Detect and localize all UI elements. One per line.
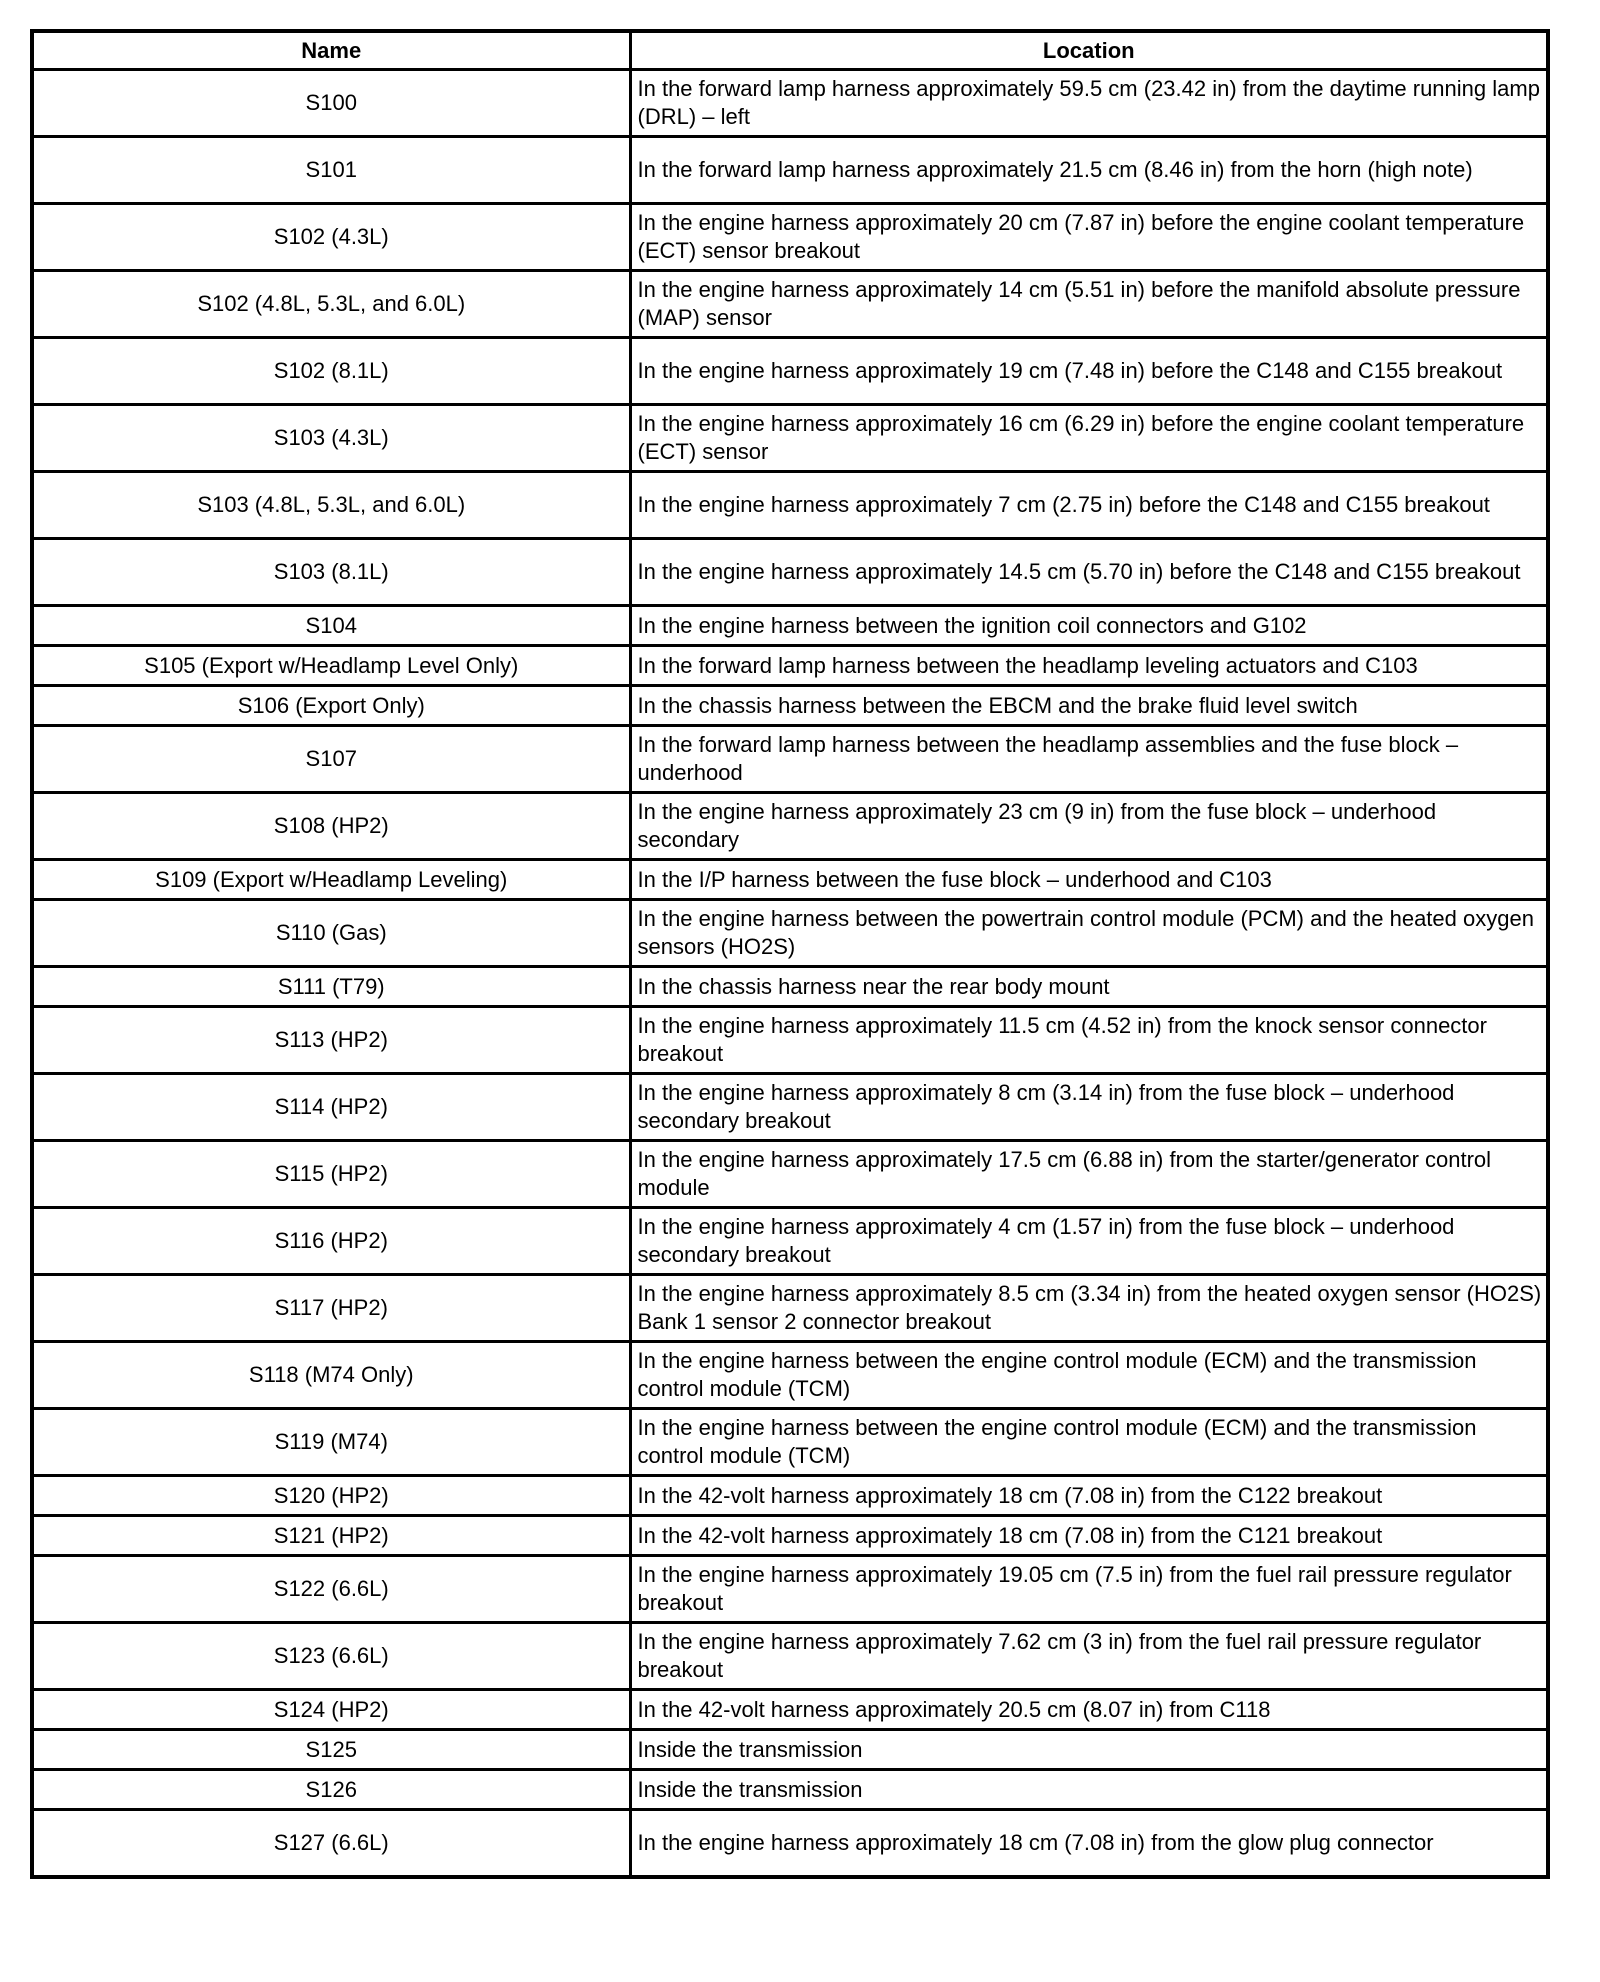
splice-name-cell: S125 [32, 1730, 630, 1770]
table-row [32, 1690, 1548, 1730]
splice-location-cell: In the engine harness approximately 23 cm (9 in) from the fuse block – underhood secondary [630, 793, 1548, 860]
splice-location-cell: Inside the transmission [630, 1770, 1548, 1810]
splice-name-cell: S119 (M74) [32, 1409, 630, 1476]
table-row [32, 1007, 1548, 1074]
table-row [32, 1623, 1548, 1690]
table-row [32, 793, 1548, 860]
table-row [32, 1516, 1548, 1556]
table-row [32, 204, 1548, 271]
splice-name-cell: S102 (4.8L, 5.3L, and 6.0L) [32, 271, 630, 338]
splice-name-cell: S127 (6.6L) [32, 1810, 630, 1878]
splice-name-cell: S110 (Gas) [32, 900, 630, 967]
splice-location-cell: In the engine harness approximately 7 cm (2.75 in) before the C148 and C155 breakout [630, 472, 1548, 539]
splice-name-cell: S103 (4.3L) [32, 405, 630, 472]
splice-location-cell: In the 42-volt harness approximately 18 cm (7.08 in) from the C122 breakout [630, 1476, 1548, 1516]
splice-location-cell: In the engine harness approximately 4 cm (1.57 in) from the fuse block – underhood secondary breakout [630, 1208, 1548, 1275]
splice-location-cell: In the 42-volt harness approximately 18 cm (7.08 in) from the C121 breakout [630, 1516, 1548, 1556]
splice-name-cell: S106 (Export Only) [32, 686, 630, 726]
table-row [32, 646, 1548, 686]
splice-name-cell: S104 [32, 606, 630, 646]
splice-name-cell: S100 [32, 70, 630, 137]
splice-name-cell: S115 (HP2) [32, 1141, 630, 1208]
splice-location-cell: In the engine harness approximately 14.5 cm (5.70 in) before the C148 and C155 breakout [630, 539, 1548, 606]
splice-location-table [30, 29, 1550, 1879]
table-row [32, 271, 1548, 338]
table-row [32, 1730, 1548, 1770]
location-column-header: Location [630, 31, 1548, 70]
splice-location-cell: In the engine harness approximately 14 cm (5.51 in) before the manifold absolute pressure (MAP) sensor [630, 271, 1548, 338]
name-column-header: Name [32, 31, 630, 70]
splice-location-cell: In the forward lamp harness between the headlamp leveling actuators and C103 [630, 646, 1548, 686]
splice-location-cell: In the chassis harness near the rear body mount [630, 967, 1548, 1007]
splice-location-cell: In the forward lamp harness between the headlamp assemblies and the fuse block – underhood [630, 726, 1548, 793]
splice-location-cell: In the engine harness approximately 20 cm (7.87 in) before the engine coolant temperature (ECT) sensor breakout [630, 204, 1548, 271]
splice-location-cell: In the engine harness approximately 7.62 cm (3 in) from the fuel rail pressure regulator breakout [630, 1623, 1548, 1690]
table-row [32, 900, 1548, 967]
table-row [32, 1074, 1548, 1141]
splice-location-cell: In the chassis harness between the EBCM and the brake fluid level switch [630, 686, 1548, 726]
splice-name-cell: S126 [32, 1770, 630, 1810]
splice-location-cell: In the forward lamp harness approximately 59.5 cm (23.42 in) from the daytime running lamp (DRL) – left [630, 70, 1548, 137]
splice-location-cell: In the engine harness between the powertrain control module (PCM) and the heated oxygen sensors (HO2S) [630, 900, 1548, 967]
splice-name-cell: S120 (HP2) [32, 1476, 630, 1516]
splice-location-cell: In the engine harness approximately 8.5 cm (3.34 in) from the heated oxygen sensor (HO2S) Bank 1 sensor 2 connector breakout [630, 1275, 1548, 1342]
splice-location-cell: In the engine harness approximately 8 cm (3.14 in) from the fuse block – underhood secondary breakout [630, 1074, 1548, 1141]
splice-location-cell: In the engine harness approximately 19 cm (7.48 in) before the C148 and C155 breakout [630, 338, 1548, 405]
splice-name-cell: S116 (HP2) [32, 1208, 630, 1275]
table-row [32, 472, 1548, 539]
splice-name-cell: S122 (6.6L) [32, 1556, 630, 1623]
splice-location-cell: In the 42-volt harness approximately 20.5 cm (8.07 in) from C118 [630, 1690, 1548, 1730]
splice-location-cell: In the I/P harness between the fuse block – underhood and C103 [630, 860, 1548, 900]
splice-location-cell: In the engine harness approximately 11.5 cm (4.52 in) from the knock sensor connector breakout [630, 1007, 1548, 1074]
table-row [32, 137, 1548, 204]
splice-name-cell: S117 (HP2) [32, 1275, 630, 1342]
table-row [32, 1409, 1548, 1476]
table-row [32, 967, 1548, 1007]
splice-location-cell: In the engine harness approximately 17.5 cm (6.88 in) from the starter/generator control module [630, 1141, 1548, 1208]
table-row [32, 405, 1548, 472]
table-row [32, 338, 1548, 405]
table-body [32, 70, 1548, 1878]
table-row [32, 1770, 1548, 1810]
table-row [32, 1476, 1548, 1516]
splice-location-cell: In the engine harness between the engine control module (ECM) and the transmission control module (TCM) [630, 1342, 1548, 1409]
splice-name-cell: S113 (HP2) [32, 1007, 630, 1074]
table-row [32, 1208, 1548, 1275]
splice-name-cell: S124 (HP2) [32, 1690, 630, 1730]
header-row [32, 31, 1548, 70]
splice-name-cell: S101 [32, 137, 630, 204]
splice-name-cell: S108 (HP2) [32, 793, 630, 860]
table-row [32, 606, 1548, 646]
table-row [32, 726, 1548, 793]
splice-location-cell: In the forward lamp harness approximately 21.5 cm (8.46 in) from the horn (high note) [630, 137, 1548, 204]
splice-location-cell: In the engine harness approximately 16 cm (6.29 in) before the engine coolant temperature (ECT) sensor [630, 405, 1548, 472]
splice-name-cell: S111 (T79) [32, 967, 630, 1007]
table-row [32, 1556, 1548, 1623]
splice-name-cell: S103 (4.8L, 5.3L, and 6.0L) [32, 472, 630, 539]
table-row [32, 686, 1548, 726]
splice-location-cell: In the engine harness approximately 18 cm (7.08 in) from the glow plug connector [630, 1810, 1548, 1878]
splice-location-cell: In the engine harness approximately 19.05 cm (7.5 in) from the fuel rail pressure regulator breakout [630, 1556, 1548, 1623]
table-row [32, 1275, 1548, 1342]
table-row [32, 539, 1548, 606]
splice-name-cell: S109 (Export w/Headlamp Leveling) [32, 860, 630, 900]
splice-name-cell: S123 (6.6L) [32, 1623, 630, 1690]
splice-name-cell: S103 (8.1L) [32, 539, 630, 606]
splice-name-cell: S102 (4.3L) [32, 204, 630, 271]
splice-location-cell: In the engine harness between the engine control module (ECM) and the transmission control module (TCM) [630, 1409, 1548, 1476]
splice-location-cell: Inside the transmission [630, 1730, 1548, 1770]
table-row [32, 70, 1548, 137]
splice-name-cell: S102 (8.1L) [32, 338, 630, 405]
table-row [32, 1141, 1548, 1208]
table-row [32, 860, 1548, 900]
splice-name-cell: S114 (HP2) [32, 1074, 630, 1141]
table-row [32, 1810, 1548, 1878]
splice-location-cell: In the engine harness between the ignition coil connectors and G102 [630, 606, 1548, 646]
splice-name-cell: S107 [32, 726, 630, 793]
splice-name-cell: S121 (HP2) [32, 1516, 630, 1556]
table-row [32, 1342, 1548, 1409]
splice-name-cell: S118 (M74 Only) [32, 1342, 630, 1409]
splice-name-cell: S105 (Export w/Headlamp Level Only) [32, 646, 630, 686]
